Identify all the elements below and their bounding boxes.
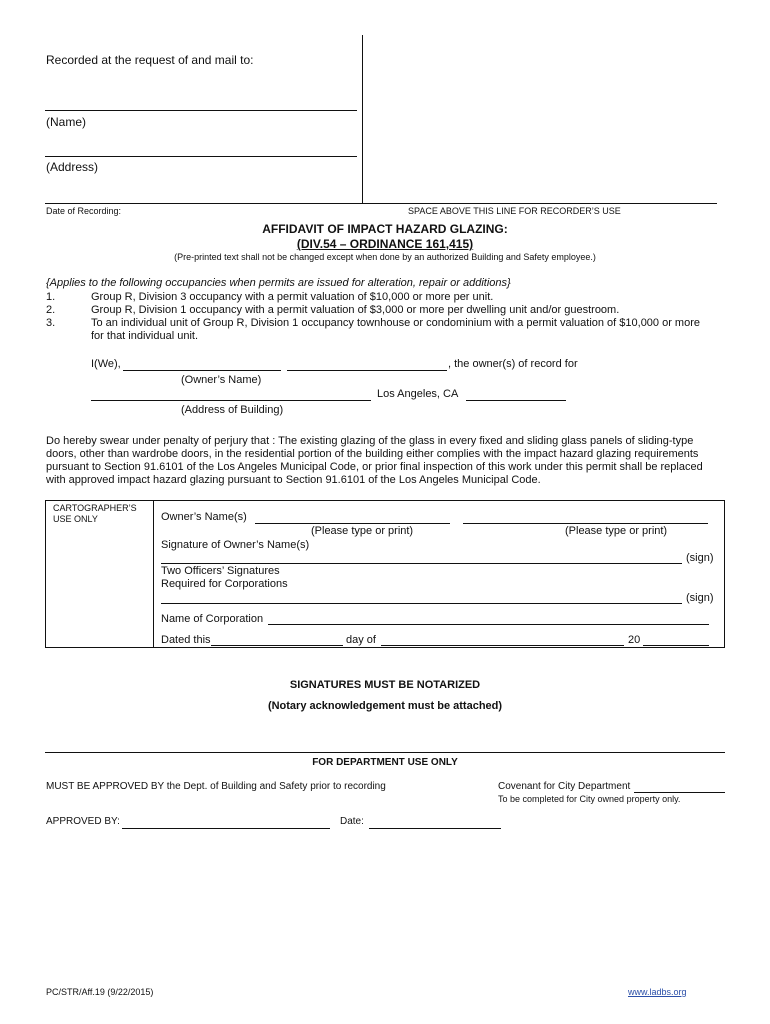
swear-line: doors, other than wardrobe doors, in the residential portion of the building either complies with the impact hazard glazing requirements [46,448,699,460]
year-field[interactable] [643,645,709,646]
cartographer-label: USE ONLY [53,514,98,524]
list-item-number: 2. [46,304,56,316]
name-of-corporation-label: Name of Corporation [161,613,264,625]
date-field[interactable] [369,828,501,829]
month-field[interactable] [381,645,624,646]
address-field-line[interactable] [45,156,357,157]
dated-this-label: Dated this [161,634,211,646]
notarized-heading: SIGNATURES MUST BE NOTARIZED [289,679,481,691]
dated-day-field[interactable] [211,645,343,646]
cartographer-label: CARTOGRAPHER’S [53,503,137,513]
please-type-caption-1: (Please type or print) [311,525,414,537]
iwe-label: I(We), [91,358,121,370]
list-item: Group R, Division 1 occupancy with a permit valuation of $3,000 or more per dwelling unit and/or guestroom. [91,304,620,316]
date-label: Date: [340,816,364,827]
sign-caption-2: (sign) [686,592,714,604]
approved-by-field[interactable] [122,828,330,829]
address-of-building-caption: (Address of Building) [181,404,284,416]
two-officers-label: Two Officers’ Signatures [161,565,280,577]
recorder-line [45,203,717,204]
required-corps-label: Required for Corporations [161,578,288,590]
owner-print-field-1[interactable] [255,523,450,524]
owner-name-field-2[interactable] [287,370,447,371]
corporation-name-field[interactable] [268,624,709,625]
swear-line: pursuant to Section 91.6101 of the Los Angeles Municipal Code, or prior final inspection of this work under this permit shall be replaced [46,461,703,473]
owner-signature-field[interactable] [161,563,682,564]
approved-by-label: APPROVED BY: [46,816,120,827]
form-subtitle: (DIV.54 – ORDINANCE 161,415) [296,237,474,251]
owners-name-caption: (Owner’s Name) [181,374,262,386]
covenant-field[interactable] [634,792,725,793]
owner-of-record-label: , the owner(s) of record for [448,358,578,370]
date-of-recording-label: Date of Recording: [46,206,122,216]
covenant-label: Covenant for City Department [498,781,631,792]
website-link[interactable]: www.ladbs.org [628,987,687,997]
mail-to-label: Recorded at the request of and mail to: [46,53,254,67]
preprinted-note: (Pre-printed text shall not be changed except when done by an authorized Building and Safety employee.) [174,252,596,262]
los-angeles-label: Los Angeles, CA [377,388,459,400]
officer-signature-field[interactable] [161,603,682,604]
signature-of-owners-label: Signature of Owner’s Name(s) [161,539,310,551]
swear-line: with approved impact hazard glazing pursuant to Section 91.6101 of the Los Angeles Municipal Code. [46,474,541,486]
name-field-line[interactable] [45,110,357,111]
form-id: PC/STR/Aff.19 (9/22/2015) [46,987,154,997]
cartographer-divider [153,500,154,648]
recorder-divider [362,35,363,203]
list-item-continuation: for that individual unit. [91,330,199,342]
owners-names-label: Owner’s Name(s) [161,511,247,523]
day-of-label: day of [346,634,376,646]
list-item-number: 1. [46,291,56,303]
must-be-approved-label: MUST BE APPROVED BY the Dept. of Building and Safety prior to recording [46,781,386,792]
form-title: AFFIDAVIT OF IMPACT HAZARD GLAZING: [262,222,508,236]
year-prefix-label: 20 [628,634,641,646]
applies-intro: {Applies to the following occupancies when permits are issued for alteration, repair or additions} [46,277,511,289]
name-label: (Name) [46,115,87,129]
department-divider [45,752,725,753]
list-item: Group R, Division 3 occupancy with a permit valuation of $10,000 or more per unit. [91,291,494,303]
owner-print-field-2[interactable] [463,523,708,524]
please-type-caption-2: (Please type or print) [565,525,668,537]
recorder-space-label: SPACE ABOVE THIS LINE FOR RECORDER’S USE [408,206,621,216]
swear-line: Do hereby swear under penalty of perjury that : The existing glazing of the glass in every fixed and sliding glass panels of sliding-type [46,435,694,447]
owner-name-field-1[interactable] [123,370,281,371]
department-heading: FOR DEPARTMENT USE ONLY [312,757,458,768]
zip-field[interactable] [466,400,566,401]
address-label: (Address) [46,160,99,174]
list-item: To an individual unit of Group R, Division 1 occupancy townhouse or condominium with a permit valuation of $10,000 or more [91,317,700,329]
notary-acknowledgement: (Notary acknowledgement must be attached) [267,700,503,712]
sign-caption-1: (sign) [686,552,714,564]
building-address-field[interactable] [91,400,371,401]
to-be-completed-note: To be completed for City owned property only. [498,794,681,804]
list-item-number: 3. [46,317,56,329]
